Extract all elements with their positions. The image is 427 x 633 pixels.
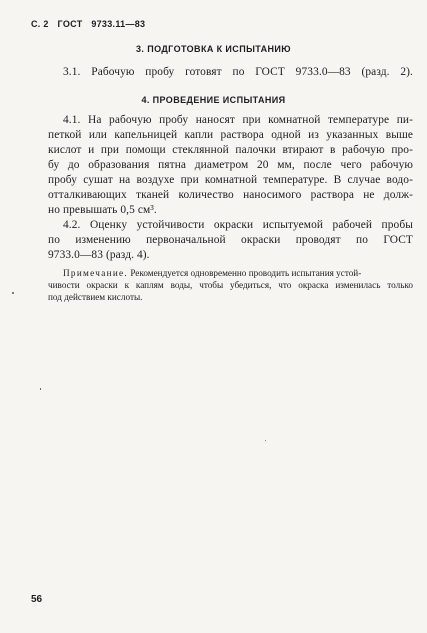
scan-speck [12, 292, 14, 294]
scan-speck [40, 388, 41, 390]
paragraph-line: пробу сушат на воздухе при комнатной температуре. В случае водо- [48, 174, 413, 186]
paragraph-line: 9733.0—83 (разд. 4). [48, 249, 150, 261]
section-3-title: 3. ПОДГОТОВКА К ИСПЫТАНИЮ [136, 44, 291, 54]
paragraph-line: 4.2. Оценку устойчивости окраски испытуемой рабочей пробы [63, 219, 413, 231]
paragraph-line: петкой или капельницей капли раствора одной из указанных выше [48, 129, 413, 141]
note-line: Рекомендуется одновременно проводить испытания устой- [128, 268, 362, 278]
paragraph-line: кислот и при помощи стеклянной палочки втирают в рабочую про- [48, 144, 413, 156]
paragraph-line: 4.1. На рабочую пробу наносят при комнатной температуре пи- [63, 114, 413, 126]
standard-name: ГОСТ [57, 19, 83, 29]
page-label: С. 2 [31, 19, 49, 29]
page-number: 56 [31, 594, 43, 605]
paragraph-line: отталкивающих тканей количество наносимого раствора не долж- [48, 189, 413, 201]
standard-number: 9733.11—83 [91, 19, 146, 29]
paragraph-line: но превышать 0,5 см³. [48, 204, 157, 216]
running-header [31, 19, 151, 29]
section-4-title: 4. ПРОВЕДЕНИЕ ИСПЫТАНИЯ [141, 95, 286, 105]
note-label: Примечание. [63, 268, 129, 278]
note-line: чивости окраски к каплям воды, чтобы убедиться, что окраска изменилась только [48, 280, 413, 290]
scan-speck [265, 440, 266, 441]
paragraph-line: бу до образования пятна диаметром 20 мм, после чего рабочую [48, 159, 413, 171]
paragraph-3-1: 3.1. Рабочую пробу готовят по ГОСТ 9733.0—83 (разд. 2). [63, 66, 413, 78]
paragraph-line: по изменению первоначальной окраски проводят по ГОСТ [48, 234, 413, 246]
note-line: под действием кислоты. [48, 292, 143, 302]
